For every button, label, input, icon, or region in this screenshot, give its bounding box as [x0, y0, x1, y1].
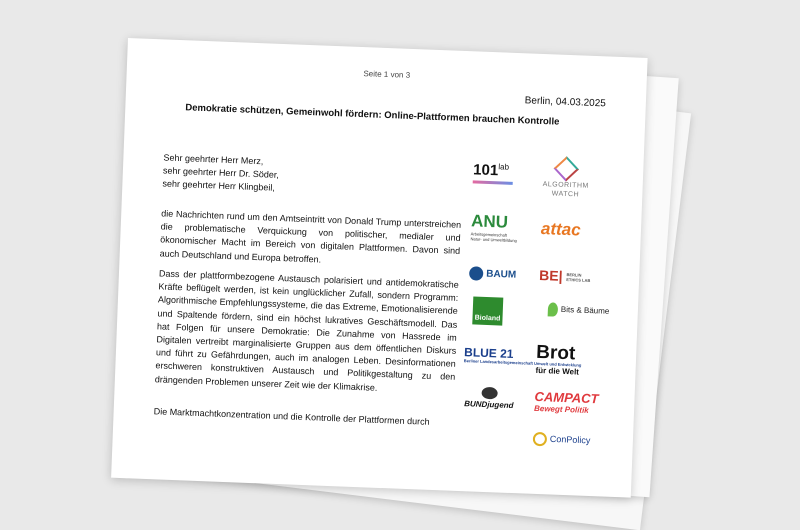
logo-brot-fuer-die-welt: Brot für die Welt: [535, 341, 580, 377]
logo-bits-und-baeume: Bits & Bäume: [548, 302, 610, 318]
logo-anu: ANU Arbeitsgemeinschaft Natur- und Umweltbildung: [470, 211, 517, 244]
logo-berlin-ethics-lab: BE| BERLIN ETHICS LAB: [538, 266, 591, 284]
paragraph: Die Marktmachtkonzentration und die Kontrolle der Plattformen durch: [153, 406, 430, 427]
logo-blue21: BLUE 21 Berliner Landesarbeitsgemeinschaft Umwelt und Entwicklung: [463, 345, 582, 368]
greeting-line: sehr geehrter Herr Dr. Söder,: [162, 165, 280, 180]
logo-101lab: $101^{lab}$: [473, 161, 514, 185]
greeting-line: Sehr geehrter Herr Merz,: [163, 152, 264, 167]
letter-title: Demokratie schützen, Gemeinwohl fördern: Online-Plattformen brauchen Kontrolle: [185, 102, 560, 128]
logo-baum: BAUM: [469, 266, 517, 282]
logo-attac: attac: [540, 219, 582, 240]
logo-bioland: Bioland: [472, 296, 503, 325]
letter-page: [111, 38, 648, 498]
paragraph: die Nachrichten rund um den Amtseintritt von Donald Trump unterstreichen die problematische Verquickung von politischer, medialer und ökonomischer Macht im Bereich von digitalen Plattformen. Davon sind auch Deutschland und Europa betroffen.: [159, 208, 462, 265]
paragraph: Dass der plattformbezogene Austausch polarisiert und antidemokratische Kräfte beflügelt werden, ist kein unglücklicher Zufall, sondern Programm: Algorithmische Empfehlungssysteme, die das Extreme, Emotionalisierende und Spaltende fördern, sind ein höchst lukratives Geschäftsmodell. Das hat Folgen für unsere Demokratie: Die Zunahme von Hassrede im Digitalen vertreibt marginalisierte Gruppen aus dem öffentlichen Diskurs und führt zu Gefährdungen, auch im analogen Leben. Desinformationen erschweren konstruktiven Austausch und Politikgestaltung zu den drängenden Problemen unserer Zeit wie der Klimakrise.: [154, 268, 459, 393]
logo-bundjugend: BUNDjugend: [464, 386, 514, 410]
logo-algorithmwatch: ALGORITHM WATCH: [542, 159, 590, 200]
greeting-line: sehr geehrter Herr Klingbeil,: [162, 178, 276, 193]
logo-conpolicy: ConPolicy: [533, 432, 591, 448]
page-number: Seite 1 von 3: [363, 69, 411, 80]
letter-date: Berlin, 04.03.2025: [524, 95, 607, 110]
logo-campact: CAMPACT Bewegt Politik: [533, 388, 599, 415]
greeting: [162, 151, 279, 194]
